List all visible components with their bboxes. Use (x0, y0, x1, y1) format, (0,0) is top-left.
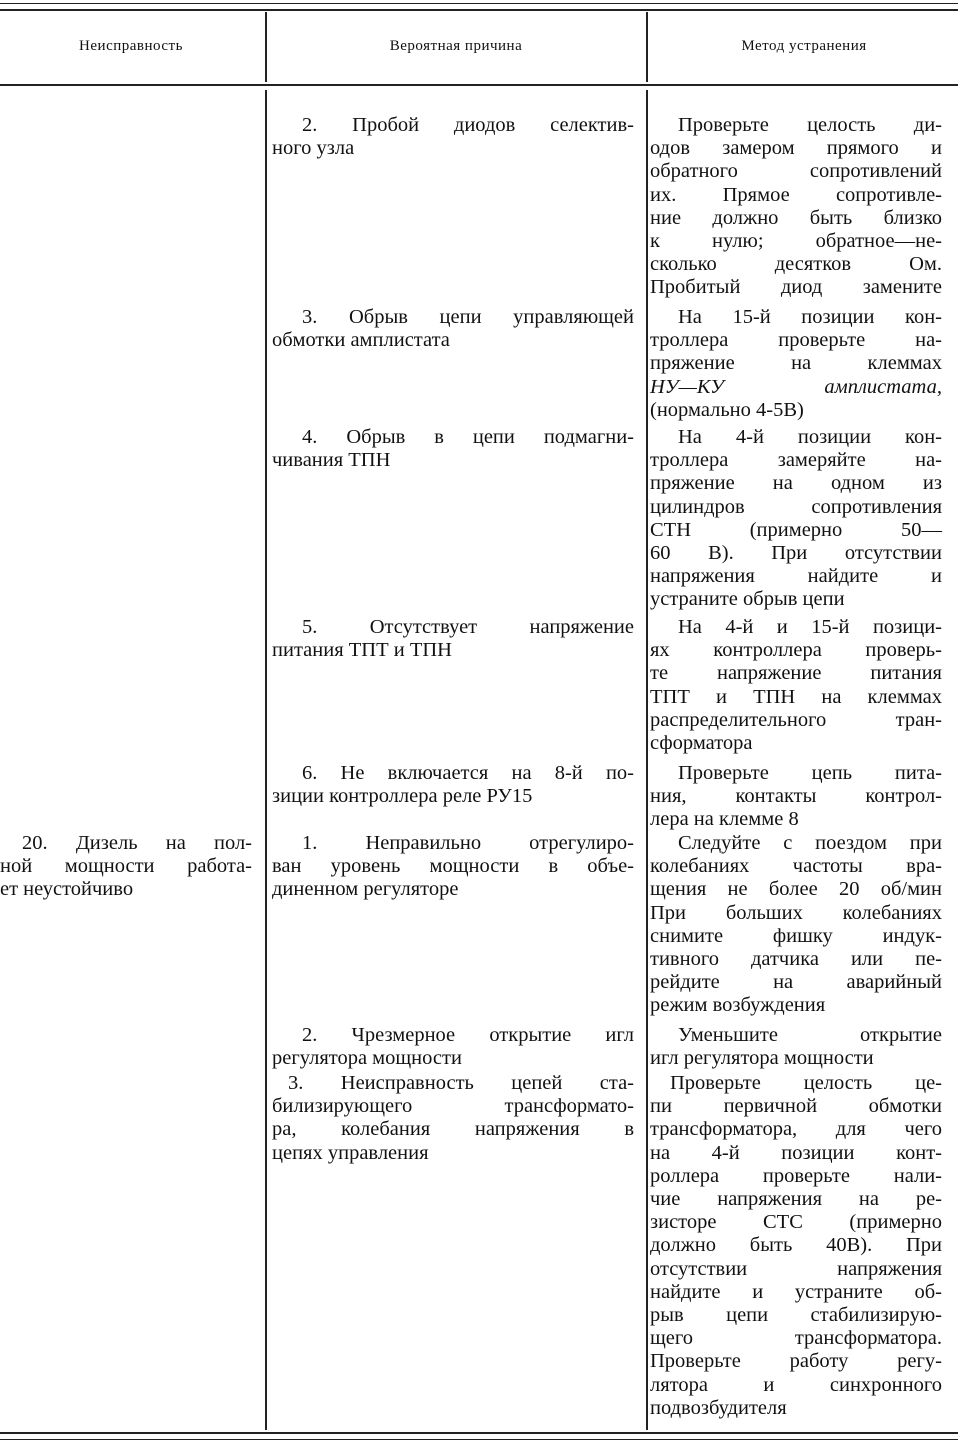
column-divider-2-body (646, 90, 648, 1430)
column-divider-2 (646, 12, 648, 82)
cause-3-amplistat: 3. Обрыв цепи управляющей обмотки амплистата (272, 306, 634, 352)
bottom-rule (0, 1432, 958, 1434)
top-rule (0, 9, 958, 11)
bottom-rule-thin (0, 1439, 958, 1440)
remedy-5-no-voltage: На 4-й и 15-й позици- ях контроллера проверь- те напряжение питания ТПТ и ТПН на клеммах распределительного тран- сформатора (650, 616, 942, 755)
header-remedy: Метод устранения (741, 38, 867, 54)
column-divider-1 (265, 12, 267, 82)
cause-2-diodes: 2. Пробой диодов селектив- ного узла (272, 114, 634, 160)
cause-5-no-voltage: 5. Отсутствует напряжение питания ТПТ и ТПН (272, 616, 634, 662)
remedy-20-2-needles: Уменьшите открытие игл регулятора мощности (650, 1024, 942, 1070)
remedy-4-magnetization: На 4-й позиции кон- троллера замеряйте на- пряжение на одном из цилиндров сопротивления СТН (примерно 50— 60 В). При отсутствии напряжения найдите и устраните обрыв цепи (650, 426, 942, 611)
cause-4-magnetization: 4. Обрыв в цепи подмагни- чивания ТПН (272, 426, 634, 472)
fault-20-diesel: 20. Дизель на пол- ной мощности работа- ет неустойчиво (0, 832, 252, 901)
header-bottom-rule (0, 84, 958, 86)
header-fault: Неисправность (79, 38, 183, 54)
top-rule-thin (0, 3, 958, 4)
remedy-6-relay: Проверьте цепь пита- ния, контакты контрол- лера на клемме 8 (650, 762, 942, 831)
remedy-3-amplistat: На 15-й позиции кон- троллера проверьте на- пряжение на клеммах НУ—КУ амплистата, (нормально 4-5В) (650, 306, 942, 421)
remedy-20-3-stabilizing-transformer: Проверьте целость це- пи первичной обмотки трансформатора, для чего на 4-й позиции конт- роллера проверьте нали- чие напряжения на ре- зисторе СТС (примерно должно быть 40В). При отсутствии напряжения найдите и устраните об- рыв цепи стабилизирую- щего трансформатора. Проверьте работу регу- лятора и синхронного подвозбудителя (650, 1072, 942, 1419)
cause-20-1-power-level: 1. Неправильно отрегулиро- ван уровень мощности в объе- диненном регуляторе (272, 832, 634, 901)
cause-6-relay: 6. Не включается на 8-й по- зиции контроллера реле РУ15 (272, 762, 634, 808)
header-cause: Вероятная причина (389, 38, 523, 54)
cause-20-3-stabilizing-transformer: 3. Неисправность цепей ста- билизирующего трансформато- ра, колебания напряжения в цепях управления (272, 1072, 634, 1164)
cause-20-2-needles: 2. Чрезмерное открытие игл регулятора мощности (272, 1024, 634, 1070)
column-divider-1-body (265, 90, 267, 1430)
remedy-2-diodes: Проверьте целость ди- одов замером прямого и обратного сопротивлений их. Прямое сопротивле- ние должно быть близко к нулю; обратное—не- сколько десятков Ом. Пробитый диод замените (650, 114, 942, 299)
remedy-20-1-power-level: Следуйте с поездом при колебаниях частоты вра- щения не более 20 об/мин При больших колебаниях снимите фишку индук- тивного датчика или пе- рейдите на аварийный режим возбуждения (650, 832, 942, 1017)
